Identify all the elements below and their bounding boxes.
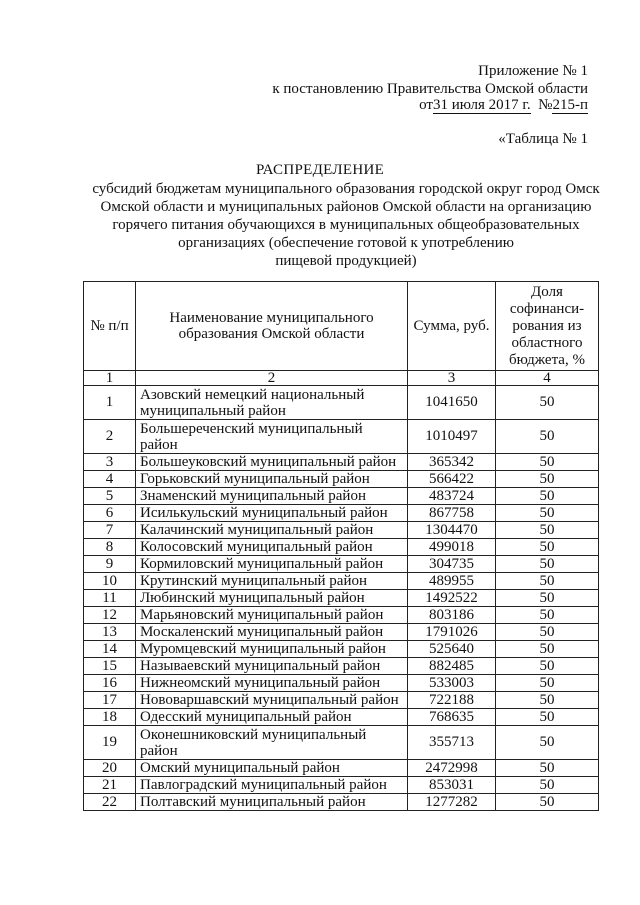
municipality-name	[136, 641, 408, 658]
subsidy-sum: 489955	[408, 573, 496, 590]
subsidy-sum: 867758	[408, 505, 496, 522]
decree-reference: к постановлению Правительства Омской области	[272, 81, 588, 97]
cofinancing-share: 50	[496, 386, 599, 420]
row-number: 4	[84, 471, 136, 488]
subtitle-line: организациях (обеспечение готовой к употреблению	[178, 235, 514, 251]
municipality-name-line: Калачинский муниципальный район	[140, 522, 374, 538]
table-row	[84, 590, 599, 607]
table-row	[84, 760, 599, 777]
municipality-name	[136, 692, 408, 709]
table-row	[84, 573, 599, 590]
subtitle-line: пищевой продукцией)	[275, 253, 417, 269]
decree-number: 215-п	[552, 97, 588, 113]
subtitle-line: Омской области и муниципальных районов Омской области на организацию	[100, 199, 592, 215]
subsidy-sum: 566422	[408, 471, 496, 488]
cofinancing-share: 50	[496, 556, 599, 573]
municipality-name-line: район	[140, 436, 178, 453]
municipality-name	[136, 709, 408, 726]
cofinancing-share: 50	[496, 777, 599, 794]
subtitle-line: субсидий бюджетам муниципального образования городской округ город Омск	[92, 181, 600, 197]
number-prefix: №	[538, 97, 553, 113]
subsidy-sum: 1010497	[408, 420, 496, 454]
cofinancing-share: 50	[496, 454, 599, 471]
municipality-name-line: Крутинский муниципальный район	[140, 573, 368, 589]
subsidy-sum: 355713	[408, 726, 496, 760]
municipality-name-line: Павлоградский муниципальный район	[140, 777, 387, 793]
municipality-name-line: Горьковский муниципальный район	[140, 471, 370, 487]
cofinancing-share: 50	[496, 522, 599, 539]
row-number: 15	[84, 658, 136, 675]
subsidy-sum: 483724	[408, 488, 496, 505]
row-number: 1	[84, 386, 136, 420]
row-number: 20	[84, 760, 136, 777]
municipality-name	[136, 471, 408, 488]
row-number: 9	[84, 556, 136, 573]
header-name-line: Наименование муниципального	[169, 310, 374, 326]
row-number: 14	[84, 641, 136, 658]
table-label: «Таблица № 1	[498, 131, 588, 147]
table-row	[84, 488, 599, 505]
municipality-name-line: Большеуковский муниципальный район	[140, 454, 397, 470]
table-row	[84, 386, 599, 420]
cofinancing-share: 50	[496, 709, 599, 726]
municipality-name	[136, 539, 408, 556]
municipality-name-line: Москаленский муниципальный район	[140, 624, 384, 640]
table-row	[84, 658, 599, 675]
municipality-name-line: Исилькульский муниципальный район	[140, 505, 388, 521]
subsidy-sum: 2472998	[408, 760, 496, 777]
row-number: 5	[84, 488, 136, 505]
municipality-name	[136, 420, 408, 454]
table-row	[84, 709, 599, 726]
header-share-line: софинанси-	[509, 300, 585, 317]
subsidy-sum: 365342	[408, 454, 496, 471]
subsidy-sum: 882485	[408, 658, 496, 675]
table-row	[84, 539, 599, 556]
cofinancing-share: 50	[496, 539, 599, 556]
cofinancing-share: 50	[496, 573, 599, 590]
table-row	[84, 556, 599, 573]
municipality-name	[136, 794, 408, 811]
municipality-name	[136, 386, 408, 420]
subsidy-sum: 803186	[408, 607, 496, 624]
subsidy-sum: 1492522	[408, 590, 496, 607]
municipality-name-line: Любинский муниципальный район	[140, 590, 365, 606]
table-row	[84, 454, 599, 471]
table-row	[84, 726, 599, 760]
header-share-line: бюджета, %	[509, 351, 585, 368]
table-row	[84, 641, 599, 658]
appendix-title: Приложение № 1	[478, 63, 588, 79]
row-number: 17	[84, 692, 136, 709]
decree-date-line	[419, 96, 588, 114]
row-number: 7	[84, 522, 136, 539]
column-number: 2	[136, 371, 408, 386]
row-number: 8	[84, 539, 136, 556]
table-row	[84, 692, 599, 709]
cofinancing-share: 50	[496, 675, 599, 692]
subsidy-sum: 853031	[408, 777, 496, 794]
document-subtitle	[86, 180, 606, 270]
date-prefix: от	[419, 97, 433, 113]
municipality-name-line: Полтавский муниципальный район	[140, 794, 366, 810]
cofinancing-share: 50	[496, 641, 599, 658]
header-sum: Сумма, руб.	[408, 282, 496, 371]
municipality-name-line: Оконешниковский муниципальный	[140, 726, 367, 743]
column-number: 3	[408, 371, 496, 386]
subsidy-sum: 533003	[408, 675, 496, 692]
table-row	[84, 675, 599, 692]
municipality-name-line: муниципальный район	[140, 402, 286, 419]
column-number-row	[84, 371, 599, 386]
row-number: 13	[84, 624, 136, 641]
row-number: 21	[84, 777, 136, 794]
row-number: 11	[84, 590, 136, 607]
municipality-name	[136, 522, 408, 539]
municipality-name-line: Нововаршавский муниципальный район	[140, 692, 399, 708]
municipality-name-line: Называевский муниципальный район	[140, 658, 381, 674]
subtitle-line: горячего питания обучающихся в муниципальных общеобразовательных	[112, 217, 580, 233]
table-body	[84, 386, 599, 811]
subsidy-sum: 768635	[408, 709, 496, 726]
header-share-line: рования из	[512, 317, 582, 334]
subsidy-sum: 304735	[408, 556, 496, 573]
municipality-name	[136, 658, 408, 675]
table-row	[84, 607, 599, 624]
subsidy-table	[83, 281, 599, 811]
cofinancing-share: 50	[496, 624, 599, 641]
row-number: 2	[84, 420, 136, 454]
municipality-name	[136, 488, 408, 505]
cofinancing-share: 50	[496, 726, 599, 760]
table-row	[84, 471, 599, 488]
municipality-name	[136, 590, 408, 607]
row-number: 16	[84, 675, 136, 692]
table-row	[84, 794, 599, 811]
table-row	[84, 505, 599, 522]
municipality-name	[136, 607, 408, 624]
municipality-name-line: Омский муниципальный район	[140, 760, 340, 776]
municipality-name-line: Муромцевский муниципальный район	[140, 641, 386, 657]
row-number: 10	[84, 573, 136, 590]
municipality-name-line: Азовский немецкий национальный	[140, 386, 365, 403]
row-number: 19	[84, 726, 136, 760]
column-number: 4	[496, 371, 599, 386]
header-name	[136, 282, 408, 371]
subsidy-sum: 1791026	[408, 624, 496, 641]
subsidy-sum: 1304470	[408, 522, 496, 539]
municipality-name	[136, 454, 408, 471]
cofinancing-share: 50	[496, 760, 599, 777]
municipality-name-line: район	[140, 742, 178, 759]
column-number: 1	[84, 371, 136, 386]
municipality-name-line: Одесский муниципальный район	[140, 709, 352, 725]
municipality-name-line: Большереченский муниципальный	[140, 420, 363, 437]
municipality-name-line: Нижнеомский муниципальный район	[140, 675, 381, 691]
cofinancing-share: 50	[496, 471, 599, 488]
subsidy-sum: 1041650	[408, 386, 496, 420]
municipality-name-line: Марьяновский муниципальный район	[140, 607, 384, 623]
document-title: РАСПРЕДЕЛЕНИЕ	[255, 162, 385, 178]
header-share-line: областного	[511, 334, 583, 351]
row-number: 22	[84, 794, 136, 811]
municipality-name	[136, 505, 408, 522]
table-header-row	[84, 282, 599, 371]
cofinancing-share: 50	[496, 420, 599, 454]
header-share-line: Доля	[531, 283, 563, 300]
decree-date: 31 июля 2017 г.	[432, 97, 531, 113]
row-number: 3	[84, 454, 136, 471]
cofinancing-share: 50	[496, 505, 599, 522]
municipality-name	[136, 760, 408, 777]
municipality-name	[136, 675, 408, 692]
row-number: 6	[84, 505, 136, 522]
subsidy-sum: 1277282	[408, 794, 496, 811]
municipality-name-line: Кормиловский муниципальный район	[140, 556, 384, 572]
subsidy-sum: 722188	[408, 692, 496, 709]
municipality-name-line: Колосовский муниципальный район	[140, 539, 373, 555]
cofinancing-share: 50	[496, 488, 599, 505]
cofinancing-share: 50	[496, 658, 599, 675]
cofinancing-share: 50	[496, 794, 599, 811]
table-row	[84, 777, 599, 794]
cofinancing-share: 50	[496, 692, 599, 709]
row-number: 12	[84, 607, 136, 624]
cofinancing-share: 50	[496, 590, 599, 607]
municipality-name	[136, 556, 408, 573]
table-row	[84, 522, 599, 539]
table-row	[84, 420, 599, 454]
header-num: № п/п	[84, 282, 136, 371]
header-name-line: образования Омской области	[178, 326, 365, 342]
subsidy-sum: 525640	[408, 641, 496, 658]
municipality-name	[136, 777, 408, 794]
row-number: 18	[84, 709, 136, 726]
municipality-name	[136, 624, 408, 641]
header-share	[496, 282, 599, 371]
municipality-name	[136, 573, 408, 590]
cofinancing-share: 50	[496, 607, 599, 624]
table-row	[84, 624, 599, 641]
municipality-name-line: Знаменский муниципальный район	[140, 488, 366, 504]
subsidy-sum: 499018	[408, 539, 496, 556]
municipality-name	[136, 726, 408, 760]
